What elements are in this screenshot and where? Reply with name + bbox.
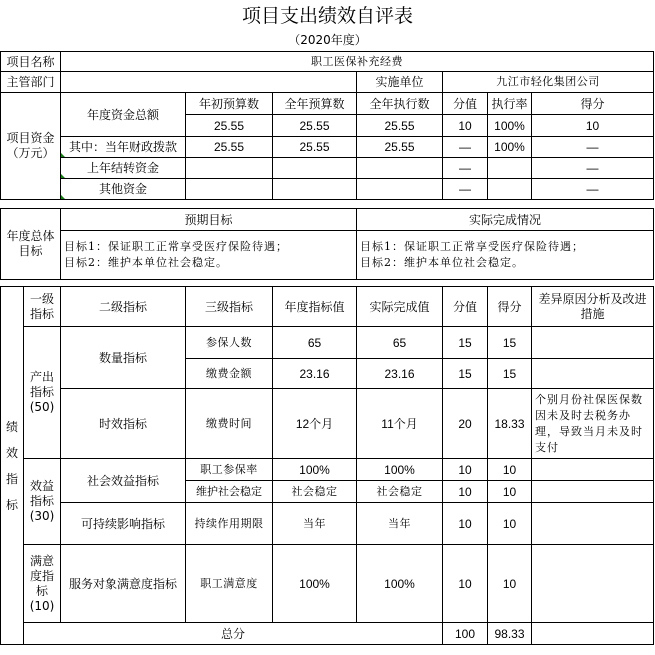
funds-cell: — xyxy=(443,137,488,158)
goal-line: 目标2：维护本单位社会稳定。 xyxy=(360,256,525,269)
funds-row-name: 其他资金 xyxy=(61,179,186,200)
satisfaction-group-label: 满意度指标(10) xyxy=(24,545,61,623)
level3-label: 持续作用期限 xyxy=(186,503,273,545)
funds-cell xyxy=(273,179,357,200)
funds-cell: 25.55 xyxy=(273,137,357,158)
funds-header: 分值 xyxy=(443,93,488,115)
funds-row-name: 年度资金总额 xyxy=(61,93,186,137)
funds-header: 全年执行数 xyxy=(357,93,443,115)
quantity-label: 数量指标 xyxy=(61,327,186,389)
funds-cell: 25.55 xyxy=(357,115,443,137)
funds-header: 得分 xyxy=(532,93,654,115)
goal-line: 目标1：保证职工正常享受医疗保险待遇； xyxy=(64,240,289,253)
impl-value: 九江市轻化集团公司 xyxy=(443,72,654,93)
target-value: 100% xyxy=(273,459,357,481)
variance-note xyxy=(532,459,654,481)
perf-header: 二级指标 xyxy=(61,287,186,327)
target-value: 65 xyxy=(273,327,357,359)
actual-goal-text xyxy=(357,231,654,280)
score-max: 10 xyxy=(443,459,488,481)
perf-header: 差异原因分析及改进措施 xyxy=(532,287,654,327)
evaluation-table xyxy=(0,51,654,645)
variance-note xyxy=(532,327,654,359)
target-value: 社会稳定 xyxy=(273,481,357,503)
actual-value: 65 xyxy=(357,327,443,359)
funds-cell: 25.55 xyxy=(186,115,273,137)
funds-cell: 25.55 xyxy=(186,137,273,158)
variance-note xyxy=(532,503,654,545)
funds-header: 年初预算数 xyxy=(186,93,273,115)
score-max: 20 xyxy=(443,389,488,459)
form-year: （2020年度） xyxy=(288,33,367,47)
level3-label: 缴费金额 xyxy=(186,359,273,389)
funds-row-name: 其中：当年财政拨款 xyxy=(61,137,186,158)
funds-cell: — xyxy=(532,137,654,158)
variance-note xyxy=(532,545,654,623)
score-max: 10 xyxy=(443,481,488,503)
score: 18.33 xyxy=(488,389,532,459)
variance-note: 个别月份社保医保数因未及时去税务办理，导致当月未及时支付 xyxy=(532,389,654,459)
perf-header: 得分 xyxy=(488,287,532,327)
level3-label: 参保人数 xyxy=(186,327,273,359)
perf-header: 一级指标 xyxy=(24,287,61,327)
funds-cell xyxy=(186,179,273,200)
total-score: 98.33 xyxy=(488,623,532,645)
funds-label: 项目资金（万元） xyxy=(1,93,61,200)
perf-header: 三级指标 xyxy=(186,287,273,327)
funds-cell: 10 xyxy=(532,115,654,137)
score: 10 xyxy=(488,481,532,503)
expected-goal-header: 预期目标 xyxy=(61,209,357,231)
funds-cell: — xyxy=(532,179,654,200)
target-value: 当年 xyxy=(273,503,357,545)
score: 15 xyxy=(488,327,532,359)
funds-row-name: 上年结转资金 xyxy=(61,158,186,179)
project-name-value: 职工医保补充经费 xyxy=(61,52,654,72)
funds-header: 全年预算数 xyxy=(273,93,357,115)
funds-cell xyxy=(357,179,443,200)
actual-goal-header: 实际完成情况 xyxy=(357,209,654,231)
output-group-label: 产出指标(50) xyxy=(24,327,61,459)
score-max: 15 xyxy=(443,359,488,389)
target-value: 12个月 xyxy=(273,389,357,459)
funds-cell: 10 xyxy=(443,115,488,137)
score-max: 10 xyxy=(443,545,488,623)
actual-value: 100% xyxy=(357,459,443,481)
score: 10 xyxy=(488,545,532,623)
funds-cell xyxy=(357,158,443,179)
total-label: 总分 xyxy=(24,623,443,645)
funds-cell xyxy=(488,179,532,200)
perf-label: 绩效指标 xyxy=(1,287,24,645)
perf-header: 年度指标值 xyxy=(273,287,357,327)
timeliness-label: 时效指标 xyxy=(61,389,186,459)
level3-label: 职工满意度 xyxy=(186,545,273,623)
total-score-max: 100 xyxy=(443,623,488,645)
project-name-label: 项目名称 xyxy=(1,52,61,72)
expected-goal-text xyxy=(61,231,357,280)
funds-cell: — xyxy=(443,179,488,200)
level3-label: 职工参保率 xyxy=(186,459,273,481)
actual-value: 100% xyxy=(357,545,443,623)
funds-cell: 25.55 xyxy=(273,115,357,137)
funds-cell xyxy=(273,158,357,179)
funds-cell: 100% xyxy=(488,115,532,137)
goal-line: 目标1：保证职工正常享受医疗保险待遇； xyxy=(360,240,585,253)
dept-value xyxy=(61,72,357,93)
target-value: 23.16 xyxy=(273,359,357,389)
actual-value: 当年 xyxy=(357,503,443,545)
total-note xyxy=(532,623,654,645)
score: 15 xyxy=(488,359,532,389)
spacer-row xyxy=(1,280,654,287)
social-label: 社会效益指标 xyxy=(61,459,186,503)
actual-value: 23.16 xyxy=(357,359,443,389)
funds-cell: 25.55 xyxy=(357,137,443,158)
target-value: 100% xyxy=(273,545,357,623)
actual-value: 11个月 xyxy=(357,389,443,459)
variance-note xyxy=(532,359,654,389)
score-max: 10 xyxy=(443,503,488,545)
perf-header: 实际完成值 xyxy=(357,287,443,327)
form-title: 项目支出绩效自评表 xyxy=(241,5,413,27)
dept-label: 主管部门 xyxy=(1,72,61,93)
funds-cell: — xyxy=(443,158,488,179)
service-label: 服务对象满意度指标 xyxy=(61,545,186,623)
funds-header: 执行率 xyxy=(488,93,532,115)
funds-cell: 100% xyxy=(488,137,532,158)
benefit-group-label: 效益指标(30) xyxy=(24,459,61,545)
goals-label: 年度总体目标 xyxy=(1,209,61,280)
score-max: 15 xyxy=(443,327,488,359)
actual-value: 社会稳定 xyxy=(357,481,443,503)
sustain-label: 可持续影响指标 xyxy=(61,503,186,545)
funds-cell xyxy=(488,158,532,179)
funds-cell xyxy=(186,158,273,179)
level3-label: 维护社会稳定 xyxy=(186,481,273,503)
score: 10 xyxy=(488,459,532,481)
score: 10 xyxy=(488,503,532,545)
variance-note xyxy=(532,481,654,503)
perf-header: 分值 xyxy=(443,287,488,327)
level3-label: 缴费时间 xyxy=(186,389,273,459)
goal-line: 目标2：维护本单位社会稳定。 xyxy=(64,256,229,269)
funds-cell: — xyxy=(532,158,654,179)
impl-label: 实施单位 xyxy=(357,72,443,93)
spacer-row xyxy=(1,200,654,209)
